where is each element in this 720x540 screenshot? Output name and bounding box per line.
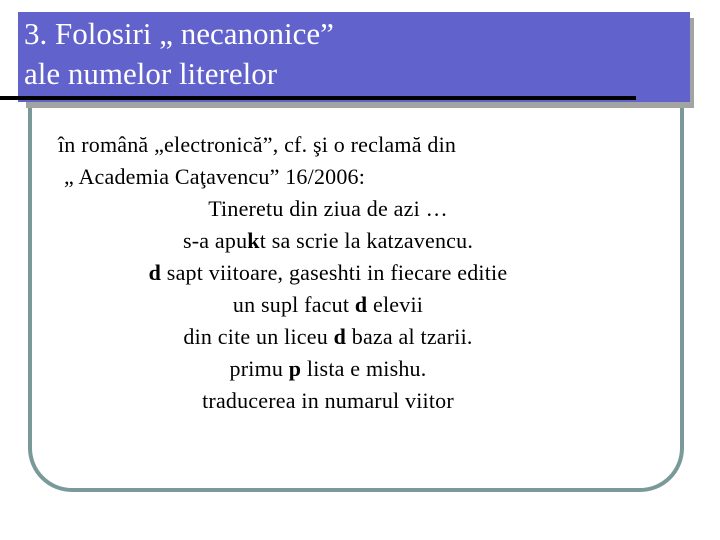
intro-line-2: „ Academia Caţavencu” 16/2006:	[64, 164, 366, 189]
bold-letter: d	[354, 292, 368, 317]
quote-line	[58, 289, 598, 321]
bold-letter: d	[148, 260, 162, 285]
quote-line	[58, 225, 598, 257]
quote-line	[58, 193, 598, 225]
quote-text: traducerea in numarul viitor	[202, 388, 454, 413]
quote-text: s-a apu	[182, 228, 248, 253]
quote-line	[58, 353, 598, 385]
quote-line	[58, 257, 598, 289]
title-underline	[0, 96, 636, 100]
quote-line	[58, 385, 598, 417]
bold-letter: k	[247, 228, 260, 253]
quote-text: primu	[229, 356, 289, 381]
quote-text: elevii	[367, 292, 424, 317]
slide-title-line-1: 3. Folosiri „ necanonice”	[24, 16, 334, 51]
quote-text: sapt viitoare, gaseshti in fiecare editie	[161, 260, 508, 285]
quote-text: din cite un liceu	[183, 324, 334, 349]
intro-line-1: în română „electronică”, cf. şi o reclamă din	[58, 132, 457, 157]
slide-title	[24, 14, 334, 94]
ad-quote	[58, 193, 678, 417]
slide-body	[58, 129, 678, 417]
bold-letter: d	[333, 324, 347, 349]
quote-text: un supl facut	[232, 292, 355, 317]
quote-line	[58, 321, 598, 353]
slide-title-line-2: ale numelor literelor	[24, 56, 278, 91]
quote-text: lista e mishu.	[301, 356, 427, 381]
bold-letter: p	[288, 356, 302, 381]
quote-text: Tineretu din ziua de azi …	[208, 196, 448, 221]
quote-text: t sa scrie la katzavencu.	[259, 228, 474, 253]
quote-text: baza al tzarii.	[346, 324, 473, 349]
